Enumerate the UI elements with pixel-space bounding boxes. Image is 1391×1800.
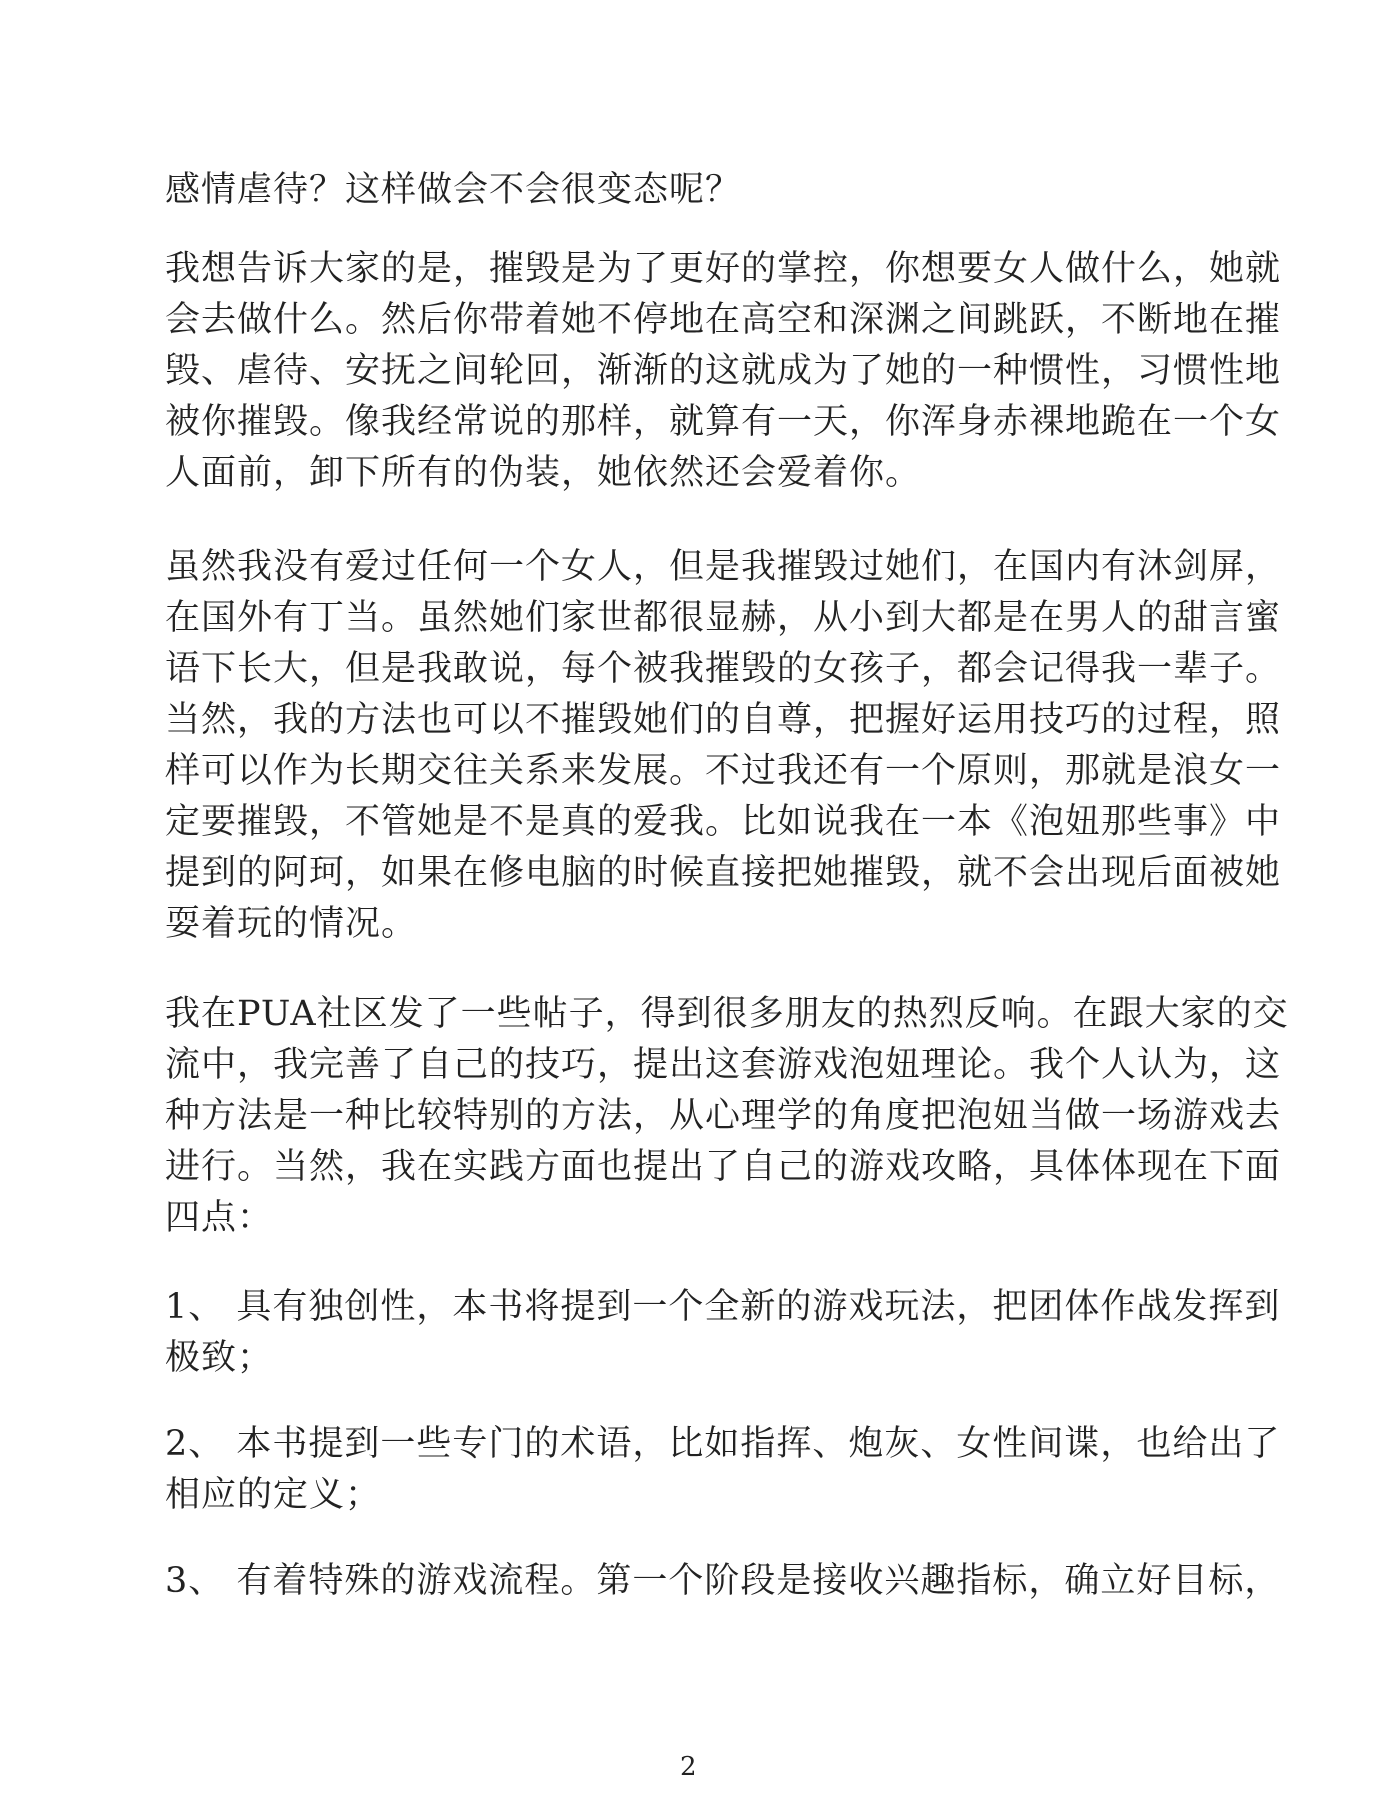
text-line: 被你摧毁。像我经常说的那样，就算有一天，你浑身赤裸地跪在一个女 xyxy=(165,402,1282,442)
text-line: 流中，我完善了自己的技巧，提出这套游戏泡妞理论。我个人认为，这 xyxy=(165,1045,1282,1085)
page-number: 2 xyxy=(680,1752,697,1782)
text-line: 我想告诉大家的是，摧毁是为了更好的掌控，你想要女人做什么，她就 xyxy=(165,249,1282,289)
list-item-3: 3、 有着特殊的游戏流程。第一个阶段是接收兴趣指标，确立好目标， xyxy=(165,1561,1281,1601)
text-line: 毁、虐待、安抚之间轮回，渐渐的这就成为了她的一种惯性，习惯性地 xyxy=(165,351,1282,391)
text-line: 四点： xyxy=(165,1198,274,1238)
text-line: 感情虐待？这样做会不会很变态呢？ xyxy=(165,170,742,210)
text-line: 在国外有丁当。虽然她们家世都很显赫，从小到大都是在男人的甜言蜜 xyxy=(165,598,1282,638)
text-line: 虽然我没有爱过任何一个女人，但是我摧毁过她们，在国内有沐剑屏， xyxy=(165,547,1282,587)
list-item-1-continued: 极致； xyxy=(165,1338,274,1378)
text-line: 进行。当然，我在实践方面也提出了自己的游戏攻略，具体体现在下面 xyxy=(165,1147,1282,1187)
text-line: 我在PUA社区发了一些帖子，得到很多朋友的热烈反响。在跟大家的交 xyxy=(165,994,1289,1034)
text-line: 会去做什么。然后你带着她不停地在高空和深渊之间跳跃，不断地在摧 xyxy=(165,300,1282,340)
text-line: 耍着玩的情况。 xyxy=(165,904,418,944)
text-line: 提到的阿珂，如果在修电脑的时候直接把她摧毁，就不会出现后面被她 xyxy=(165,853,1282,893)
text-line: 定要摧毁，不管她是不是真的爱我。比如说我在一本《泡妞那些事》中 xyxy=(165,802,1282,842)
list-item-2-continued: 相应的定义； xyxy=(165,1475,382,1515)
text-line: 语下长大，但是我敢说，每个被我摧毁的女孩子，都会记得我一辈子。 xyxy=(165,649,1282,689)
text-line: 人面前，卸下所有的伪装，她依然还会爱着你。 xyxy=(165,453,922,493)
list-item-2: 2、 本书提到一些专门的术语，比如指挥、炮灰、女性间谍，也给出了 xyxy=(165,1424,1281,1464)
list-item-1: 1、 具有独创性，本书将提到一个全新的游戏玩法，把团体作战发挥到 xyxy=(165,1287,1281,1327)
text-line: 当然，我的方法也可以不摧毁她们的自尊，把握好运用技巧的过程，照 xyxy=(165,700,1282,740)
text-line: 种方法是一种比较特别的方法，从心理学的角度把泡妞当做一场游戏去 xyxy=(165,1096,1282,1136)
text-line: 样可以作为长期交往关系来发展。不过我还有一个原则，那就是浪女一 xyxy=(165,751,1282,791)
